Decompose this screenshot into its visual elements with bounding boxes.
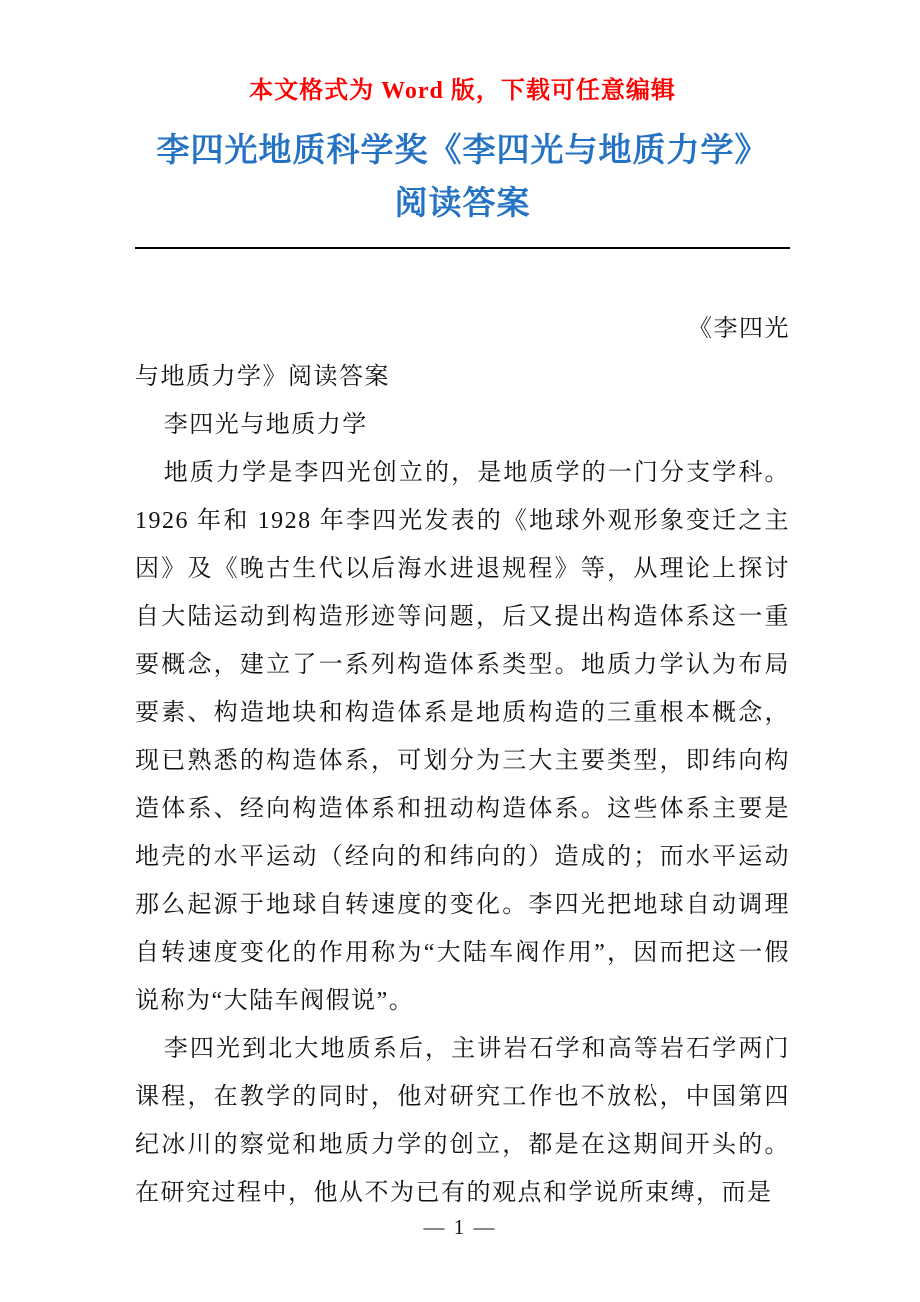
paragraph-subtitle: 李四光与地质力学 [163,411,368,438]
title-line-1: 李四光地质科学奖《李四光与地质力学》 [156,133,769,169]
document-title [135,125,790,231]
document-body [135,305,790,1217]
title-divider [135,247,790,249]
title-line-2: 阅读答案 [394,185,531,222]
paragraph-main-2: 李四光到北大地质系后，主讲岩石学和高等岩石学两门课程，在教学的同时，他对研究工作也不放松，中国第四纪冰川的察觉和地质力学的创立，都是在这期间开头的。在研究过程中，他从不为已有的观点和学说所束缚，而是 [135,1035,790,1206]
paragraph-intro-continuation: 与地质力学》阅读答案 [135,363,390,390]
paragraph-main-1: 地质力学是李四光创立的，是地质学的一门分支学科。1926 年和 1928 年李四光发表的《地球外观形象变迁之主因》及《晚古生代以后海水进退规程》等，从理论上探讨自大陆运动到构造形迹等问题，后又提出构造体系这一重要概念，建立了一系列构造体系类型。地质力学认为布局要素、构造地块和构造体系是地质构造的三重根本概念，现已熟悉的构造体系，可划分为三大主要类型，即纬向构造体系、经向构造体系和扭动构造体系。这些体系主要是地壳的水平运动（经向的和纬向的）造成的；而水平运动那么起源于地球自转速度的变化。李四光把地球自动调理自转速度变化的作用称为“大陆车阀作用”，因而把这一假说称为“大陆车阀假说”。 [135,459,790,1014]
page-number: — 1 — [423,1215,497,1239]
header-notice: 本文格式为 Word 版，下载可任意编辑 [249,78,676,104]
paragraph-intro-right-fragment: 《李四光 [688,315,790,342]
